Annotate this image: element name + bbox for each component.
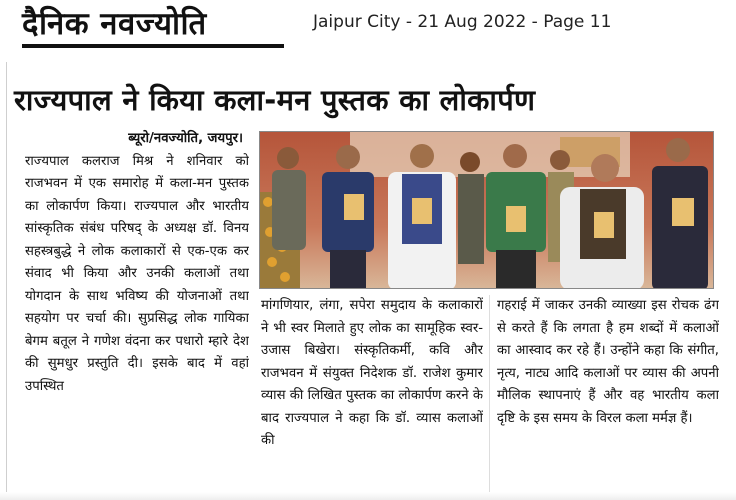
article-column-3 (497, 295, 719, 500)
article-column-2 (261, 295, 483, 500)
article-photo (259, 131, 714, 289)
article-dateline: ब्यूरो/नवज्योति, जयपुर। (128, 131, 243, 146)
book-launch-photo (260, 132, 714, 289)
article-headline: राज्यपाल ने किया कला-मन पुस्तक का लोकार्पण (14, 83, 536, 117)
clipped-bottom-edge (0, 492, 736, 500)
article-column-1 (25, 128, 249, 500)
masthead-rule (22, 44, 284, 48)
column-divider (489, 295, 490, 495)
column-3-text: गहराई में जाकर उनकी व्याख्या इस रोचक ढंग से करते हैं कि लगता है हम शब्दों में कलाओं का आस्वाद कर रहे हैं। उन्होंने कहा कि संगीत, नृत्य, नाट्य आदि कलाओं पर व्यास की अपनी मौलिक स्थापनाएं हैं और वह भारतीय कला दृष्टि के इस समय के विरल कला मर्मज्ञ हैं। (497, 298, 719, 426)
column-1-text: राज्यपाल कलराज मिश्र ने शनिवार को राजभवन में एक समारोह में कला-मन पुस्तक का लोकार्पण किया। राज्यपाल और भारतीय सांस्कृतिक संबंध परिषद् के अध्यक्ष डॉ. विनय सहस्त्रबुद्धे ने लोक कलाकारों से एक-एक कर संवाद भी किया और उनकी कलाओं तथा योगदान के साथ भविष्य की योजनाओं तथा सहयोग पर चर्चा की। सुप्रसिद्ध लोक गायिका बेगम बतूल ने गणेश वंदना कर पधारो म्हारे देश की सुमधुर प्रस्तुति दी। इसके बाद में वहां उपस्थित (25, 153, 249, 394)
edition-info: Jaipur City - 21 Aug 2022 - Page 11 (313, 12, 612, 32)
column-left-border (6, 62, 7, 500)
column-2-text: मांगणियार, लंगा, सपेरा समुदाय के कलाकारों ने भी स्वर मिलाते हुए लोक का सामूहिक स्वर-उजास बिखेरा। संस्कृतिकर्मी, कवि और राजभवन में संयुक्त निदेशक डॉ. राजेश कुमार व्यास की लिखित पुस्तक का लोकार्पण करने के बाद राज्यपाल ने कहा कि डॉ. व्यास कलाओं की (261, 298, 483, 448)
masthead-title: दैनिक नवज्योति (22, 6, 207, 42)
clipped-top-text (0, 53, 736, 67)
